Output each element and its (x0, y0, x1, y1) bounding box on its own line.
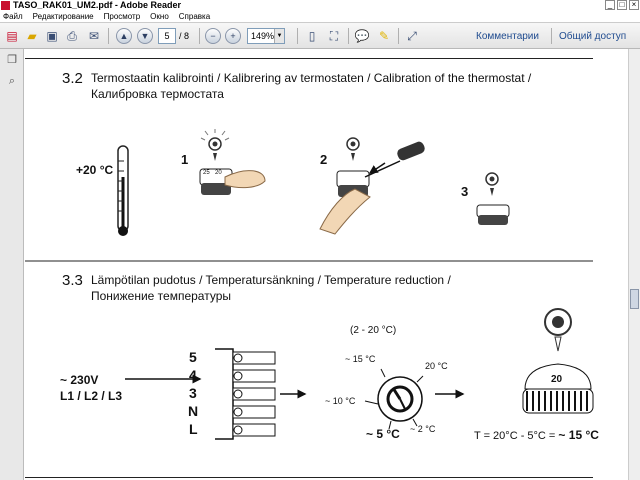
step-3-label: 3 (461, 184, 469, 199)
voltage-label: ~ 230V (60, 373, 99, 387)
terminal-4: 4 (189, 367, 197, 383)
expand-icon: ⤢ (407, 28, 417, 43)
fit-width-icon: ⛶ (329, 28, 339, 43)
dial-mark-25: 25 (203, 170, 210, 176)
formula: T = 20°C - 5°C = ~ 15 °C (474, 428, 599, 442)
scrollbar-thumb[interactable] (630, 289, 639, 309)
expand-button[interactable] (404, 27, 420, 45)
terminal-block (125, 349, 305, 439)
title-bar (0, 0, 640, 11)
section-number: 3.3 (62, 272, 83, 289)
menu-file[interactable]: Файл (3, 12, 23, 21)
minimize-button[interactable]: _ (605, 0, 615, 10)
vertical-scrollbar[interactable] (628, 49, 640, 480)
step3-illustration (477, 173, 509, 225)
toolbar-divider (297, 28, 298, 44)
menu-edit[interactable]: Редактирование (32, 12, 94, 21)
terminal-n: N (188, 403, 199, 419)
step-2-label: 2 (320, 152, 328, 167)
document-page (25, 49, 628, 480)
share-button[interactable] (559, 27, 626, 45)
comments-label: Комментарии (476, 30, 539, 42)
mark-2c: ~ 2 °C (410, 424, 436, 434)
open-button[interactable] (24, 27, 40, 45)
minus-icon: − (205, 28, 221, 44)
page-navigation (158, 27, 189, 45)
page-thumbnails-icon[interactable]: ❐ (7, 54, 17, 66)
final-dial (523, 309, 593, 413)
page-number-input[interactable]: 5 (158, 28, 176, 44)
share-label: Общий доступ (559, 30, 627, 42)
print-icon: ⎙ (67, 28, 77, 43)
step1-illustration (200, 129, 265, 195)
toolbar-divider (199, 28, 200, 44)
sticky-note-button[interactable] (354, 27, 370, 45)
window-title: TASO_RAK01_UM2.pdf - Adobe Reader (13, 0, 182, 10)
range-label: (2 - 20 °C) (350, 325, 397, 336)
toolbar-divider (398, 28, 399, 44)
arrow-down-icon: ▼ (137, 28, 153, 44)
save-button[interactable] (44, 27, 60, 45)
navigation-pane (0, 49, 24, 480)
email-button[interactable] (86, 27, 102, 45)
terminal-5: 5 (189, 349, 197, 365)
create-pdf-button[interactable] (4, 27, 20, 45)
reduction-dial (365, 369, 463, 429)
menu-help[interactable]: Справка (178, 12, 211, 21)
highlighter-icon: ✎ (378, 29, 390, 43)
zoom-out-button[interactable] (205, 27, 221, 45)
thermometer (118, 146, 128, 236)
menu-bar (0, 11, 640, 23)
page-total: / 8 (179, 31, 190, 41)
window-controls (605, 0, 639, 10)
mark-10c: ~ 10 °C (325, 396, 356, 406)
dial-mark-20: 20 (215, 170, 222, 176)
step-1-label: 1 (181, 152, 189, 167)
prev-page-button[interactable] (116, 27, 132, 45)
section-title: Termostaatin kalibrointi / Kalibrering av termostaten / Calibration of the thermostat / Калибровка термостата (91, 71, 532, 101)
comment-icon: 💬 (354, 29, 370, 43)
save-icon: ▣ (46, 29, 58, 43)
attachments-icon[interactable]: ⌕ (8, 75, 16, 87)
plus-icon: + (225, 28, 241, 44)
maximize-button[interactable]: □ (617, 0, 627, 10)
menu-view[interactable]: Просмотр (103, 12, 141, 21)
terminal-3: 3 (189, 385, 197, 401)
toolbar (0, 23, 640, 49)
chevron-down-icon: ▼ (274, 29, 284, 43)
arrow-up-icon: ▲ (116, 28, 132, 44)
step2-illustration (320, 138, 426, 234)
section-divider (25, 477, 593, 478)
mark-15c: ~ 15 °C (345, 354, 376, 364)
comments-button[interactable] (476, 27, 539, 45)
fit-page-icon: ▯ (308, 29, 316, 43)
zoom-in-button[interactable] (225, 27, 241, 45)
print-button[interactable] (64, 27, 80, 45)
menu-window[interactable]: Окно (150, 12, 169, 21)
zoom-value[interactable]: 149% ▼ (247, 28, 285, 44)
fit-width-button[interactable] (326, 27, 342, 45)
adobe-reader-icon (1, 1, 10, 10)
terminal-l: L (189, 421, 198, 437)
toolbar-divider (348, 28, 349, 44)
toolbar-divider (108, 28, 109, 44)
fit-page-button[interactable] (304, 27, 320, 45)
section-title: Lämpötilan pudotus / Temperatursänkning / Temperature reduction / Понижение температуры (91, 273, 451, 303)
highlight-button[interactable] (376, 27, 392, 45)
zoom-select[interactable] (247, 27, 285, 45)
create-pdf-icon: ▤ (6, 29, 18, 43)
section-number: 3.2 (62, 70, 83, 87)
temperature-label: +20 °C (76, 163, 114, 177)
dial-value: 20 (551, 374, 563, 385)
mark-5c: ~ 5 °C (366, 427, 400, 441)
toolbar-divider (551, 28, 552, 44)
close-button[interactable]: × (629, 0, 639, 10)
mark-20c: 20 °C (425, 361, 448, 371)
phase-lines-label: L1 / L2 / L3 (60, 389, 123, 403)
open-folder-icon: ▰ (27, 29, 37, 43)
diagrams (25, 49, 628, 480)
email-icon: ✉ (88, 29, 100, 43)
next-page-button[interactable] (137, 27, 153, 45)
